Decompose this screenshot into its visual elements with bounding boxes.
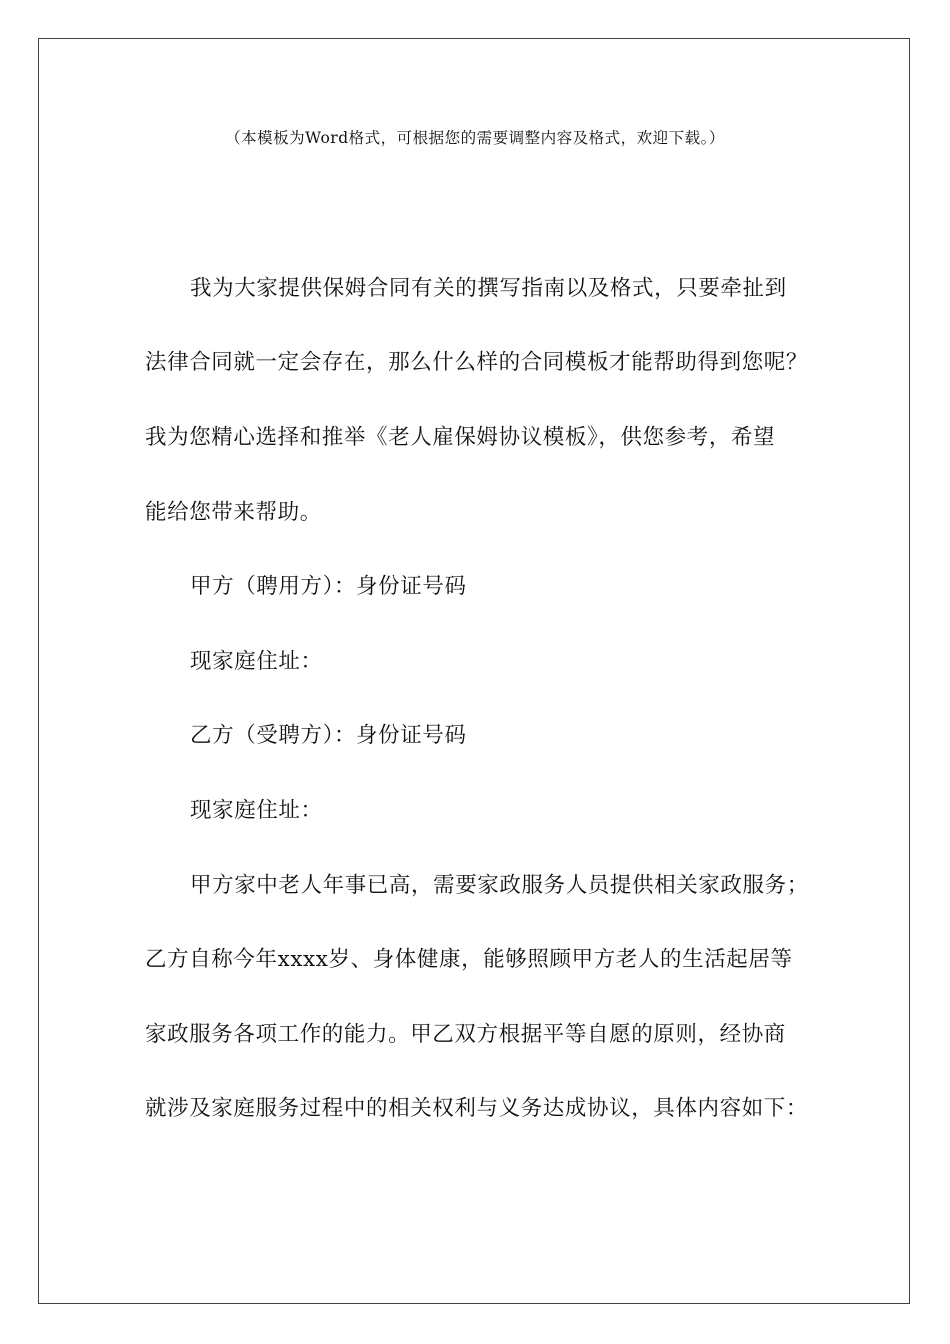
agreement-line-1: 甲方家中老人年事已高，需要家政服务人员提供相关家政服务； — [190, 873, 809, 898]
party-a-address-line: 现家庭住址： — [190, 649, 323, 674]
intro-line-1: 我为大家提供保姆合同有关的撰写指南以及格式，只要牵扯到 — [190, 276, 787, 301]
intro-line-3: 我为您精心选择和推举《老人雇保姆协议模板》，供您参考，希望 — [145, 425, 776, 450]
party-b-line: 乙方（受聘方）：身份证号码 — [190, 723, 467, 748]
agreement-line-4: 就涉及家庭服务过程中的相关权利与义务达成协议，具体内容如下： — [145, 1096, 809, 1121]
party-b-address-line: 现家庭住址： — [190, 798, 323, 823]
intro-line-2: 法律合同就一定会存在，那么什么样的合同模板才能帮助得到您呢？ — [145, 350, 809, 375]
agreement-line-2: 乙方自称今年xxxx岁、身体健康，能够照顾甲方老人的生活起居等 — [145, 947, 793, 972]
party-a-line: 甲方（聘用方）：身份证号码 — [190, 574, 467, 599]
agreement-line-3: 家政服务各项工作的能力。甲乙双方根据平等自愿的原则，经协商 — [145, 1022, 786, 1047]
template-note: （本模板为Word格式，可根据您的需要调整内容及格式，欢迎下载。） — [225, 129, 725, 147]
intro-line-4: 能给您带来帮助。 — [145, 500, 322, 525]
